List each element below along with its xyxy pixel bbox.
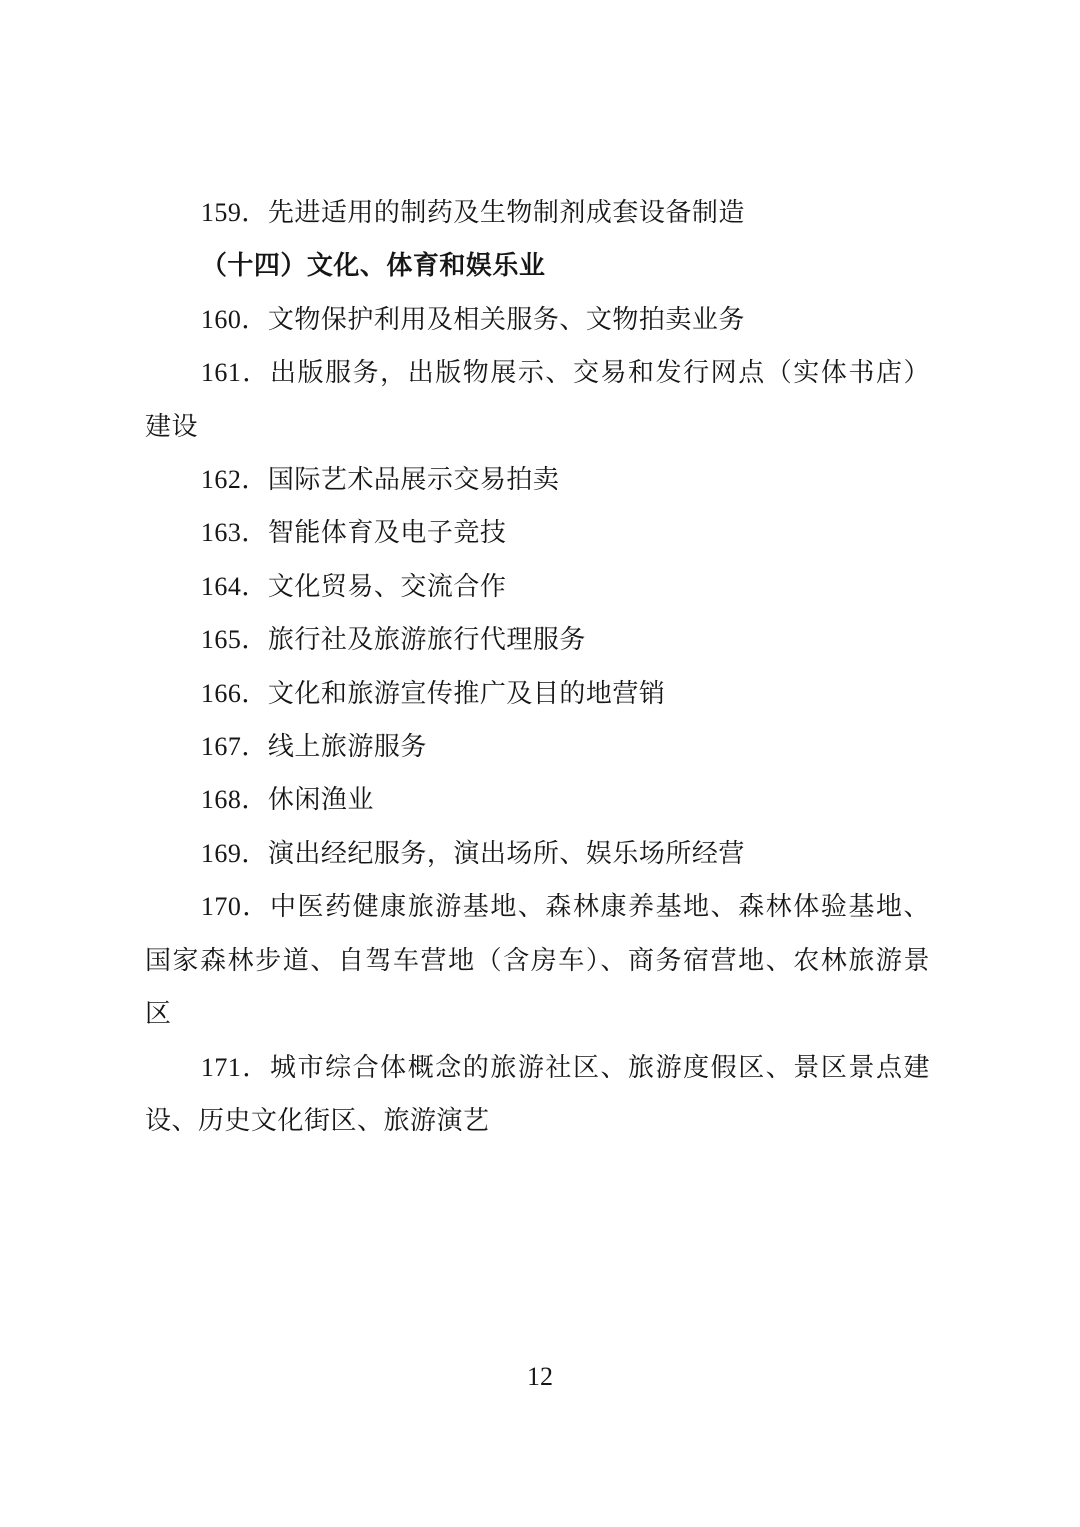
list-item-line: 165．旅行社及旅游旅行代理服务 [200, 625, 586, 655]
page-number: 12 [527, 1362, 553, 1391]
list-item-line: 168．休闲渔业 [200, 785, 374, 815]
list-item-line: 167．线上旅游服务 [200, 732, 427, 762]
list-item-line: 161．出版服务，出版物展示、交易和发行网点（实体书店） [200, 358, 930, 388]
list-item-line: 171．城市综合体概念的旅游社区、旅游度假区、景区景点建 [200, 1052, 930, 1082]
list-item-line: 设、历史文化街区、旅游演艺 [145, 1105, 490, 1135]
list-item-line: 170．中医药健康旅游基地、森林康养基地、森林体验基地、 [200, 892, 930, 922]
list-item-line: 169．演出经纪服务，演出场所、娱乐场所经营 [200, 838, 745, 868]
list-item-line: 163．智能体育及电子竞技 [200, 518, 507, 548]
list-item-line: 国家森林步道、自驾车营地（含房车）、商务宿营地、农林旅游景 [145, 945, 930, 975]
list-item-line: 166．文化和旅游宣传推广及目的地营销 [200, 678, 666, 708]
list-item-line: 164．文化贸易、交流合作 [200, 571, 507, 601]
section-heading-line: （十四）文化、体育和娱乐业 [200, 251, 546, 281]
document-body [145, 186, 930, 1147]
list-item-line: 建设 [145, 411, 199, 441]
list-item-line: 162．国际艺术品展示交易拍卖 [200, 465, 560, 495]
list-item-line: 160．文物保护利用及相关服务、文物拍卖业务 [200, 304, 745, 334]
list-item-line: 区 [145, 999, 172, 1029]
list-item-line: 159．先进适用的制药及生物制剂成套设备制造 [200, 198, 745, 227]
